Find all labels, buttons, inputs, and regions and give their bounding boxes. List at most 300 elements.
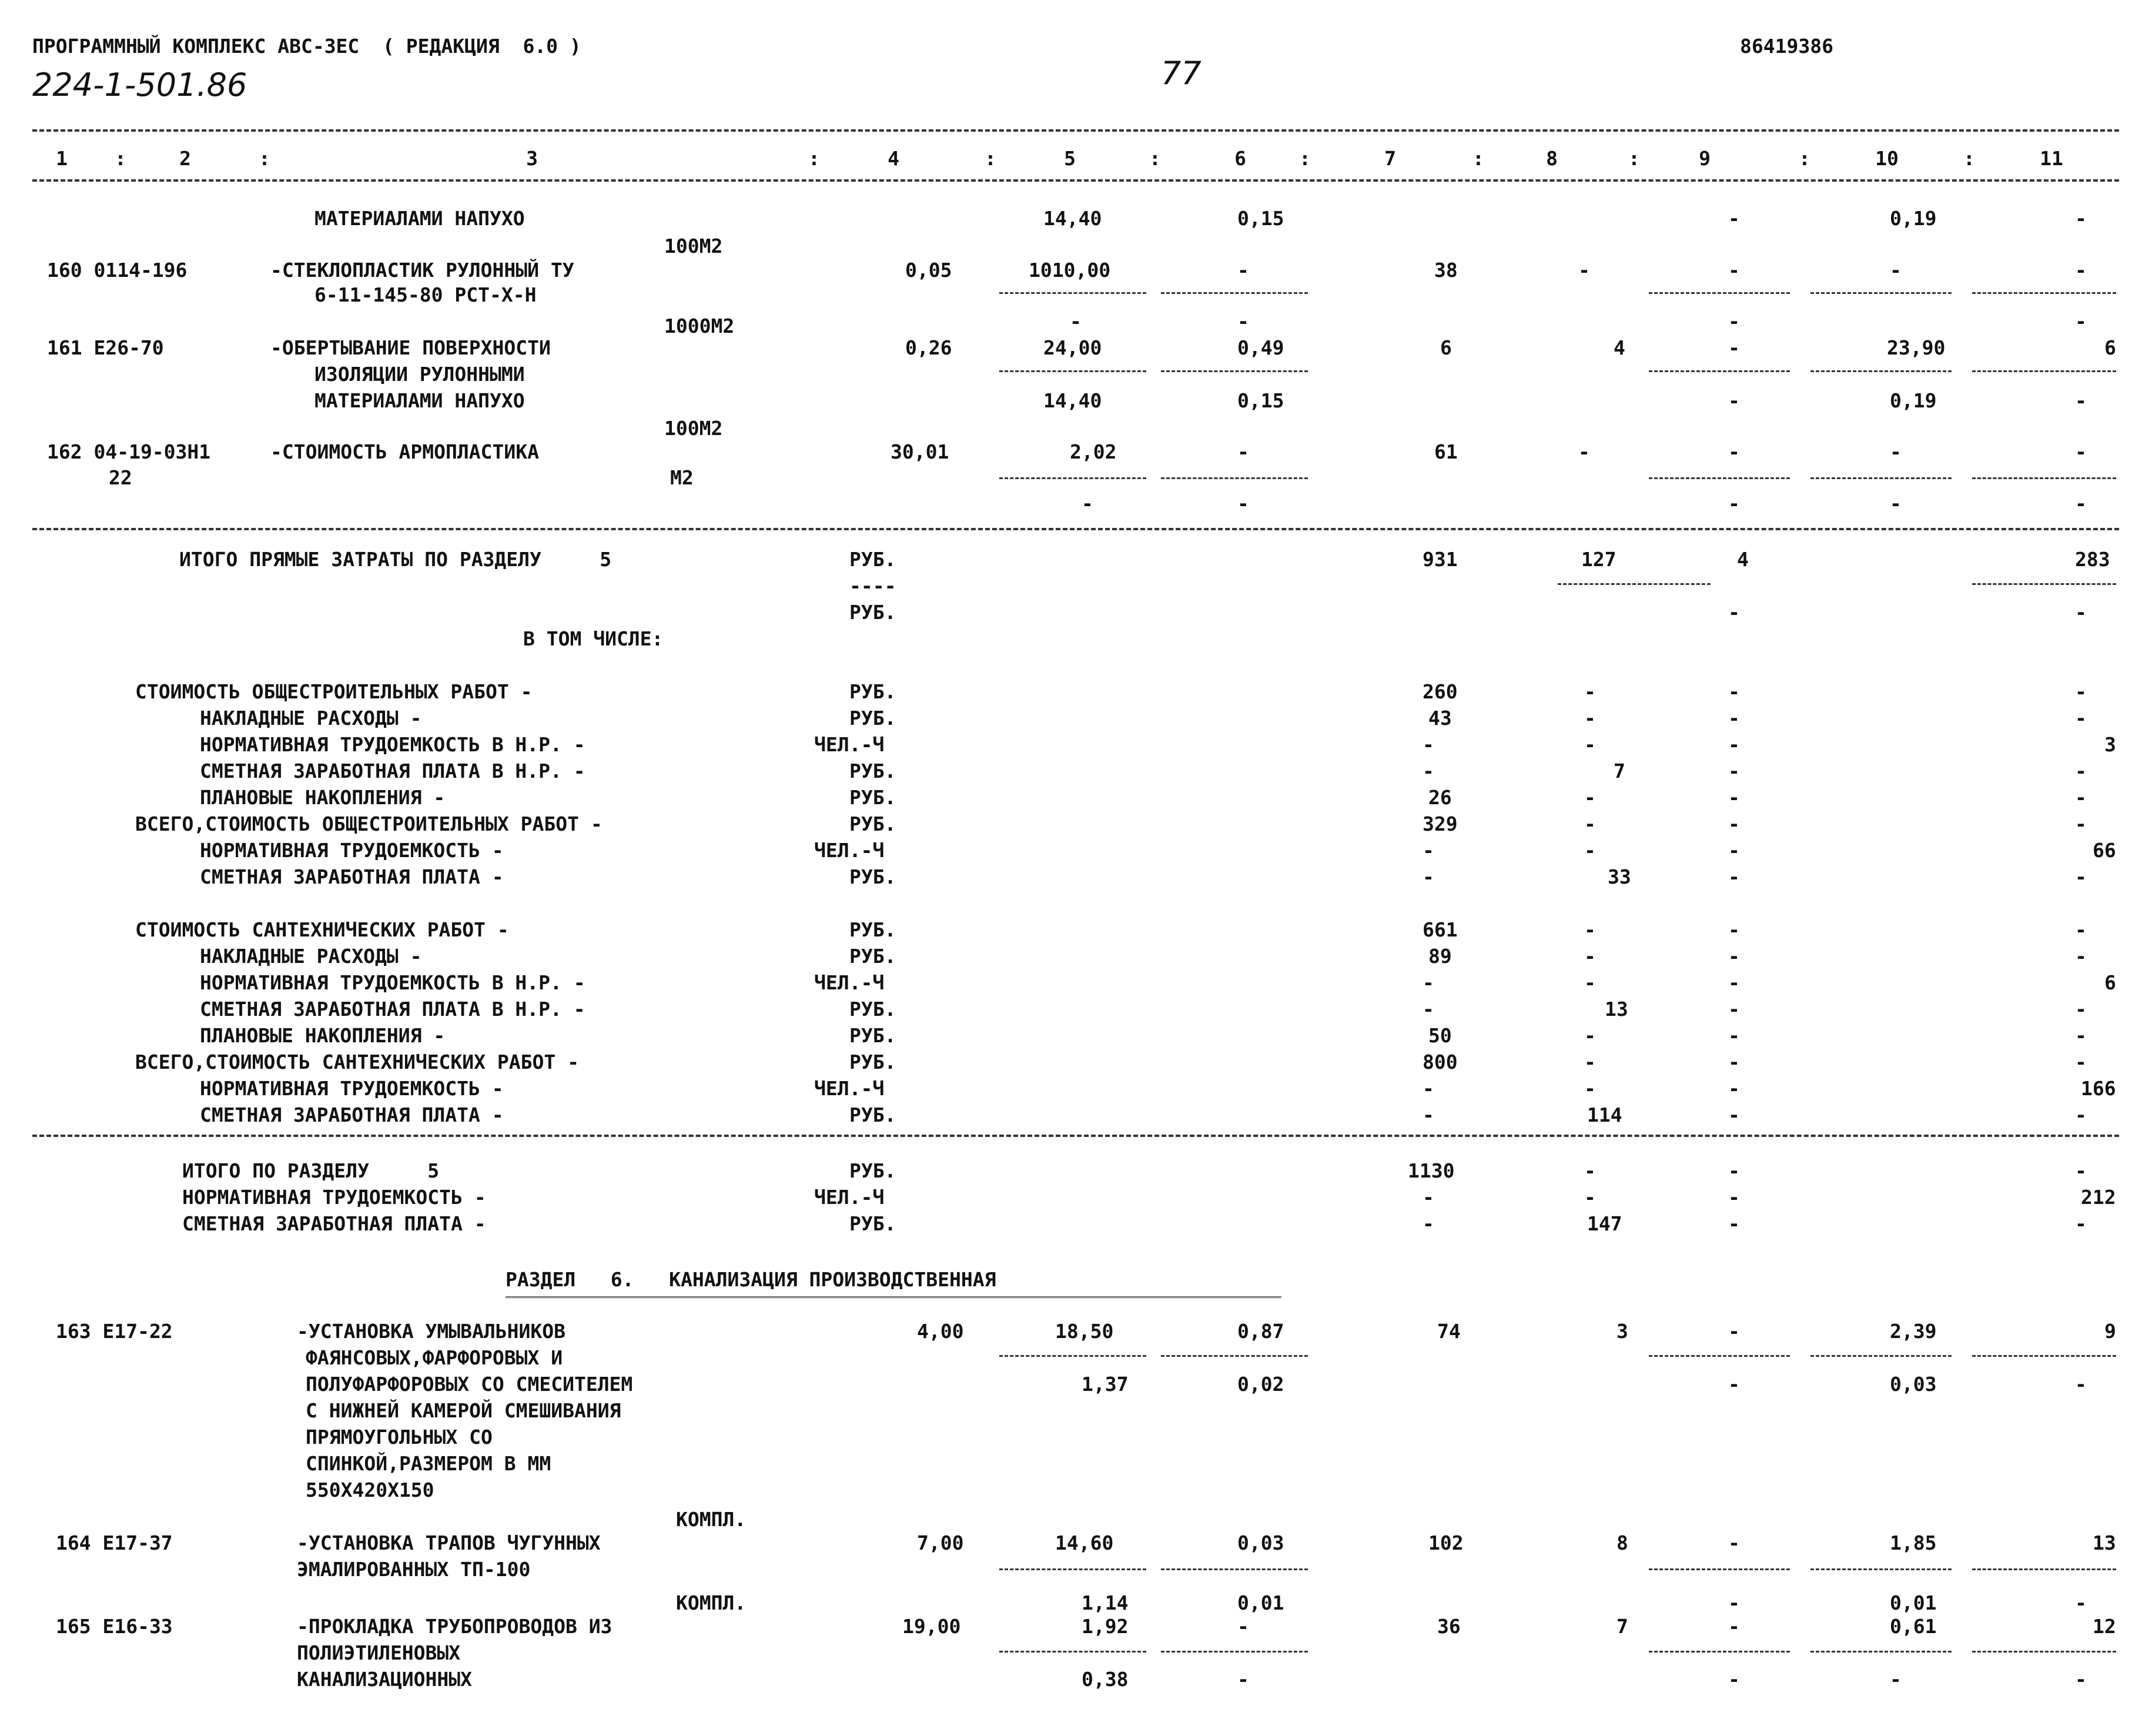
table-cell: ПОЛУФАРФОРОВЫХ СО СМЕСИТЕЛЕМ bbox=[306, 1373, 633, 1396]
table-cell: -УСТАНОВКА УМЫВАЛЬНИКОВ bbox=[297, 1320, 565, 1343]
table-top-rule bbox=[32, 129, 2119, 132]
table-cell: - bbox=[1423, 1186, 1434, 1209]
subtotal-dash bbox=[999, 1355, 1146, 1357]
table-cell: - bbox=[1728, 1615, 1740, 1638]
program-title: ПРОГРАММНЫЙ КОМПЛЕКС АВС-ЗЕС ( РЕДАКЦИЯ 6.0 ) bbox=[32, 35, 581, 58]
table-cell: РАЗДЕЛ 6. КАНАЛИЗАЦИЯ ПРОИЗВОДСТВЕННАЯ bbox=[506, 1268, 996, 1291]
table-cell: 0,87 bbox=[1237, 1320, 1284, 1343]
table-cell: 1130 bbox=[1408, 1159, 1455, 1182]
table-cell: - bbox=[1728, 839, 1740, 862]
table-cell: ПРЯМОУГОЛЬНЫХ СО bbox=[306, 1426, 493, 1449]
table-cell: 14,40 bbox=[1043, 389, 1102, 412]
table-cell: 100М2 bbox=[664, 235, 723, 257]
table-cell: МАТЕРИАЛАМИ НАПУХО bbox=[314, 207, 525, 230]
table-cell: 100М2 bbox=[664, 417, 723, 440]
table-cell: - bbox=[1728, 680, 1740, 703]
table-cell: 43 bbox=[1428, 707, 1452, 730]
table-cell: СТОИМОСТЬ САНТЕХНИЧЕСКИХ РАБОТ - bbox=[135, 918, 509, 941]
table-cell: СПИНКОЙ,РАЗМЕРОМ В ММ bbox=[306, 1452, 551, 1475]
col-header-7: 7 bbox=[1384, 147, 1396, 170]
table-cell: - bbox=[1584, 1186, 1596, 1209]
table-cell: - bbox=[1423, 1103, 1434, 1126]
table-cell: ЭМАЛИРОВАННЫХ ТП-100 bbox=[297, 1558, 531, 1581]
table-cell: - bbox=[1728, 1320, 1740, 1343]
table-cell: - bbox=[1728, 998, 1740, 1021]
table-cell: 9 bbox=[2104, 1320, 2116, 1343]
table-cell: -ПРОКЛАДКА ТРУБОПРОВОДОВ ИЗ bbox=[297, 1615, 613, 1638]
table-cell: 6 bbox=[2104, 336, 2116, 359]
table-cell: - bbox=[2075, 680, 2087, 703]
table-cell: ВСЕГО,СТОИМОСТЬ САНТЕХНИЧЕСКИХ РАБОТ - bbox=[135, 1051, 579, 1073]
table-cell: ВСЕГО,СТОИМОСТЬ ОБЩЕСТРОИТЕЛЬНЫХ РАБОТ - bbox=[135, 812, 603, 835]
table-cell: НОРМАТИВНАЯ ТРУДОЕМКОСТЬ В Н.Р. - bbox=[200, 733, 585, 756]
table-cell: ЧЕЛ.-Ч bbox=[814, 971, 885, 994]
col-sep: : bbox=[1299, 147, 1311, 170]
table-cell: 7 bbox=[1614, 760, 1625, 782]
table-cell: - bbox=[2075, 812, 2087, 835]
table-cell: ЧЕЛ.-Ч bbox=[814, 839, 885, 862]
table-cell: НОРМАТИВНАЯ ТРУДОЕМКОСТЬ - bbox=[200, 1077, 504, 1100]
table-cell: - bbox=[1728, 1668, 1740, 1691]
table-cell: - bbox=[1728, 707, 1740, 730]
col-header-5: 5 bbox=[1064, 147, 1076, 170]
table-cell: 260 bbox=[1423, 680, 1458, 703]
col-sep: : bbox=[985, 147, 996, 170]
table-cell: - bbox=[2075, 1103, 2087, 1126]
col-sep: : bbox=[808, 147, 820, 170]
table-cell: -СТОИМОСТЬ АРМОПЛАСТИКА bbox=[270, 440, 539, 463]
col-header-8: 8 bbox=[1546, 147, 1558, 170]
table-cell: 165 Е16-33 bbox=[56, 1615, 173, 1638]
table-cell: - bbox=[1584, 971, 1596, 994]
table-cell: - bbox=[1890, 1668, 1902, 1691]
table-cell: 66 bbox=[2093, 839, 2116, 862]
table-cell: - bbox=[2075, 440, 2087, 463]
table-cell: 4 bbox=[1614, 336, 1625, 359]
table-cell: - bbox=[1237, 1615, 1249, 1638]
table-cell: РУБ. bbox=[849, 548, 896, 571]
table-cell: 7,00 bbox=[917, 1531, 964, 1554]
table-cell: - bbox=[1728, 1077, 1740, 1100]
subtotal-dash bbox=[999, 292, 1146, 294]
table-cell: - bbox=[1728, 1591, 1740, 1614]
table-cell: 1,92 bbox=[1082, 1615, 1129, 1638]
table-cell: РУБ. bbox=[849, 1159, 896, 1182]
table-cell: НАКЛАДНЫЕ РАСХОДЫ - bbox=[200, 945, 422, 968]
subtotal-dash bbox=[1972, 1651, 2116, 1653]
document-id: 86419386 bbox=[1740, 35, 1833, 58]
table-cell: С НИЖНЕЙ КАМЕРОЙ СМЕШИВАНИЯ bbox=[306, 1399, 621, 1422]
table-cell: - bbox=[1584, 839, 1596, 862]
subtotal-dash bbox=[1649, 292, 1790, 294]
col-header-10: 10 bbox=[1875, 147, 1899, 170]
document-code: 224-1-501.86 bbox=[32, 66, 247, 103]
table-cell: - bbox=[2075, 1373, 2087, 1396]
table-cell: 22 bbox=[109, 466, 132, 489]
col-header-11: 11 bbox=[2040, 147, 2063, 170]
table-cell: - bbox=[1584, 1159, 1596, 1182]
table-cell: ЧЕЛ.-Ч bbox=[814, 1077, 885, 1100]
table-cell: 12 bbox=[2093, 1615, 2116, 1638]
table-cell: - bbox=[1728, 310, 1740, 333]
col-sep: : bbox=[1149, 147, 1161, 170]
table-cell: - bbox=[1237, 492, 1249, 515]
table-cell: 127 bbox=[1581, 548, 1616, 571]
table-cell: - bbox=[1578, 440, 1590, 463]
table-cell: 3 bbox=[2104, 733, 2116, 756]
table-cell: 50 bbox=[1428, 1024, 1452, 1047]
table-cell: - bbox=[2075, 207, 2087, 230]
table-cell: ПЛАНОВЫЕ НАКОПЛЕНИЯ - bbox=[200, 1024, 446, 1047]
subtotal-dash bbox=[1810, 370, 1952, 372]
subtotal-dash bbox=[1810, 477, 1952, 479]
table-cell: 147 bbox=[1587, 1212, 1622, 1235]
table-cell: СМЕТНАЯ ЗАРАБОТНАЯ ПЛАТА - bbox=[200, 1103, 504, 1126]
table-cell: 0,03 bbox=[1890, 1373, 1937, 1396]
table-cell: - bbox=[1728, 760, 1740, 782]
subtotal-dash bbox=[1972, 370, 2116, 372]
subtotal-dash bbox=[1972, 477, 2116, 479]
subtotal-dash bbox=[1810, 1568, 1952, 1570]
col-header-9: 9 bbox=[1699, 147, 1711, 170]
table-cell: ИЗОЛЯЦИИ РУЛОННЫМИ bbox=[314, 363, 525, 386]
col-sep: : bbox=[1963, 147, 1975, 170]
subtotal-dash bbox=[1161, 477, 1308, 479]
table-cell: 931 bbox=[1423, 548, 1458, 571]
table-cell: - bbox=[1584, 733, 1596, 756]
table-cell: - bbox=[1584, 707, 1596, 730]
table-cell: РУБ. bbox=[849, 945, 896, 968]
table-cell: РУБ. bbox=[849, 812, 896, 835]
table-cell: 329 bbox=[1423, 812, 1458, 835]
table-cell: 2,39 bbox=[1890, 1320, 1937, 1343]
page-number: 77 bbox=[1161, 55, 1201, 92]
subtotal-dash bbox=[1161, 1355, 1308, 1357]
subtotal-dash bbox=[1161, 1651, 1308, 1653]
col-sep: : bbox=[259, 147, 270, 170]
subtotal-dash bbox=[1810, 1355, 1952, 1357]
subtotal-dash bbox=[1810, 1651, 1952, 1653]
table-cell: - bbox=[1584, 945, 1596, 968]
table-cell: РУБ. bbox=[849, 998, 896, 1021]
table-cell: 160 0114-196 bbox=[47, 259, 188, 282]
table-cell: - bbox=[1584, 680, 1596, 703]
table-cell: - bbox=[2075, 259, 2087, 282]
table-cell: - bbox=[1728, 1373, 1740, 1396]
table-cell: 6 bbox=[1440, 336, 1452, 359]
col-sep: : bbox=[115, 147, 126, 170]
table-cell: РУБ. bbox=[849, 1103, 896, 1126]
table-cell: СТОИМОСТЬ ОБЩЕСТРОИТЕЛЬНЫХ РАБОТ - bbox=[135, 680, 533, 703]
table-cell: 36 bbox=[1437, 1615, 1461, 1638]
table-cell: 164 Е17-37 bbox=[56, 1531, 173, 1554]
table-cell: 2,02 bbox=[1070, 440, 1117, 463]
table-cell: РУБ. bbox=[849, 786, 896, 809]
table-cell: 0,38 bbox=[1082, 1668, 1129, 1691]
table-cell: РУБ. bbox=[849, 707, 896, 730]
table-cell: - bbox=[2075, 786, 2087, 809]
subtotal-dash bbox=[1972, 1355, 2116, 1357]
table-cell: - bbox=[1728, 918, 1740, 941]
table-cell: СМЕТНАЯ ЗАРАБОТНАЯ ПЛАТА В Н.Р. - bbox=[200, 760, 585, 782]
table-cell: НОРМАТИВНАЯ ТРУДОЕМКОСТЬ - bbox=[182, 1186, 486, 1209]
table-cell: - bbox=[1728, 492, 1740, 515]
table-cell: СМЕТНАЯ ЗАРАБОТНАЯ ПЛАТА - bbox=[200, 865, 504, 888]
table-cell: - bbox=[1728, 259, 1740, 282]
table-cell: 162 04-19-03Н1 bbox=[47, 440, 211, 463]
table-header-rule bbox=[32, 179, 2119, 182]
table-cell: - bbox=[2075, 1591, 2087, 1614]
table-cell: 102 bbox=[1428, 1531, 1464, 1554]
table-cell: 0,19 bbox=[1890, 207, 1937, 230]
subtotal-dash bbox=[1649, 1651, 1790, 1653]
table-cell: - bbox=[1237, 1668, 1249, 1691]
table-cell: 0,02 bbox=[1237, 1373, 1284, 1396]
table-cell: 1,14 bbox=[1082, 1591, 1129, 1614]
subtotal-dash bbox=[1649, 1568, 1790, 1570]
table-cell: 800 bbox=[1423, 1051, 1458, 1073]
table-cell: РУБ. bbox=[849, 1024, 896, 1047]
table-cell: 19,00 bbox=[902, 1615, 961, 1638]
table-cell: - bbox=[1728, 1051, 1740, 1073]
table-cell: 61 bbox=[1434, 440, 1458, 463]
col-header-3: 3 bbox=[526, 147, 538, 170]
table-cell: 89 bbox=[1428, 945, 1452, 968]
table-cell: ---- bbox=[849, 574, 896, 597]
table-cell: - bbox=[2075, 865, 2087, 888]
col-sep: : bbox=[1472, 147, 1484, 170]
table-cell: - bbox=[1728, 1159, 1740, 1182]
table-cell: - bbox=[2075, 1159, 2087, 1182]
col-header-4: 4 bbox=[888, 147, 899, 170]
subtotal-dash bbox=[1972, 583, 2116, 585]
table-cell: В ТОМ ЧИСЛЕ: bbox=[523, 627, 664, 650]
table-cell: -СТЕКЛОПЛАСТИК РУЛОННЫЙ ТУ bbox=[270, 259, 574, 282]
table-cell: - bbox=[1728, 336, 1740, 359]
table-cell: - bbox=[1578, 259, 1590, 282]
table-cell: - bbox=[1584, 786, 1596, 809]
table-cell: 13 bbox=[2093, 1531, 2116, 1554]
table-cell: - bbox=[2075, 998, 2087, 1021]
table-cell: - bbox=[1728, 207, 1740, 230]
section-rule bbox=[32, 528, 2119, 530]
subtotal-dash bbox=[1649, 370, 1790, 372]
table-cell: 0,03 bbox=[1237, 1531, 1284, 1554]
table-cell: 0,49 bbox=[1237, 336, 1284, 359]
table-cell: - bbox=[1584, 1051, 1596, 1073]
table-cell: - bbox=[1728, 733, 1740, 756]
table-cell: 24,00 bbox=[1043, 336, 1102, 359]
table-cell: 1,85 bbox=[1890, 1531, 1937, 1554]
table-cell: -УСТАНОВКА ТРАПОВ ЧУГУННЫХ bbox=[297, 1531, 601, 1554]
table-cell: 0,15 bbox=[1237, 207, 1284, 230]
table-cell: - bbox=[1423, 1212, 1434, 1235]
table-cell: 163 Е17-22 bbox=[56, 1320, 173, 1343]
table-cell: - bbox=[1728, 1103, 1740, 1126]
table-cell: 0,01 bbox=[1890, 1591, 1937, 1614]
subtotal-dash bbox=[1810, 292, 1952, 294]
subtotal-dash bbox=[1649, 1355, 1790, 1357]
table-cell: КАНАЛИЗАЦИОННЫХ bbox=[297, 1668, 473, 1691]
table-cell: - bbox=[1584, 812, 1596, 835]
table-cell: - bbox=[1423, 1077, 1434, 1100]
table-cell: -ОБЕРТЫВАНИЕ ПОВЕРХНОСТИ bbox=[270, 336, 551, 359]
table-cell: РУБ. bbox=[849, 1212, 896, 1235]
table-cell: 114 bbox=[1587, 1103, 1622, 1126]
table-cell: 0,01 bbox=[1237, 1591, 1284, 1614]
table-cell: 0,19 bbox=[1890, 389, 1937, 412]
table-cell: - bbox=[2075, 1051, 2087, 1073]
table-cell: НОРМАТИВНАЯ ТРУДОЕМКОСТЬ - bbox=[200, 839, 504, 862]
table-cell: 166 bbox=[2081, 1077, 2116, 1100]
table-cell: 550Х420Х150 bbox=[306, 1479, 434, 1501]
table-cell: - bbox=[1728, 1531, 1740, 1554]
table-cell: - bbox=[1584, 918, 1596, 941]
table-cell: - bbox=[2075, 1668, 2087, 1691]
table-cell: РУБ. bbox=[849, 760, 896, 782]
table-cell: 38 bbox=[1434, 259, 1458, 282]
table-cell: 161 Е26-70 bbox=[47, 336, 164, 359]
table-cell: - bbox=[1728, 1212, 1740, 1235]
table-cell: 26 bbox=[1428, 786, 1452, 809]
table-cell: 4,00 bbox=[917, 1320, 964, 1343]
table-cell: - bbox=[1584, 1077, 1596, 1100]
table-cell: - bbox=[1423, 733, 1434, 756]
table-cell: СМЕТНАЯ ЗАРАБОТНАЯ ПЛАТА В Н.Р. - bbox=[200, 998, 585, 1021]
table-cell: ФАЯНСОВЫХ,ФАРФОРОВЫХ И bbox=[306, 1346, 563, 1369]
table-cell: 74 bbox=[1437, 1320, 1461, 1343]
col-header-2: 2 bbox=[179, 147, 191, 170]
table-cell: ИТОГО ПО РАЗДЕЛУ 5 bbox=[182, 1159, 440, 1182]
table-cell: РУБ. bbox=[849, 1051, 896, 1073]
table-cell: ЧЕЛ.-Ч bbox=[814, 733, 885, 756]
table-cell: 212 bbox=[2081, 1186, 2116, 1209]
table-cell: - bbox=[1728, 601, 1740, 624]
table-cell: 283 bbox=[2075, 548, 2110, 571]
table-cell: РУБ. bbox=[849, 918, 896, 941]
table-cell: 3 bbox=[1616, 1320, 1628, 1343]
table-cell: 8 bbox=[1616, 1531, 1628, 1554]
table-cell: - bbox=[2075, 918, 2087, 941]
table-cell: - bbox=[2075, 760, 2087, 782]
table-cell: - bbox=[1728, 440, 1740, 463]
table-cell: РУБ. bbox=[849, 865, 896, 888]
subtotal-dash bbox=[999, 477, 1146, 479]
table-cell: - bbox=[1082, 492, 1093, 515]
subtotal-dash bbox=[1161, 292, 1308, 294]
subtotal-dash bbox=[999, 1568, 1146, 1570]
col-sep: : bbox=[1628, 147, 1640, 170]
table-cell: 33 bbox=[1608, 865, 1631, 888]
table-cell: СМЕТНАЯ ЗАРАБОТНАЯ ПЛАТА - bbox=[182, 1212, 486, 1235]
table-cell: - bbox=[1728, 786, 1740, 809]
table-cell: ИТОГО ПРЯМЫЕ ЗАТРАТЫ ПО РАЗДЕЛУ 5 bbox=[179, 548, 612, 571]
table-cell: - bbox=[2075, 945, 2087, 968]
section-rule bbox=[32, 1135, 2119, 1137]
table-cell: - bbox=[2075, 707, 2087, 730]
subtotal-dash bbox=[999, 1651, 1146, 1653]
table-cell: 0,15 bbox=[1237, 389, 1284, 412]
table-cell: 6 bbox=[2104, 971, 2116, 994]
table-cell: 1000М2 bbox=[664, 315, 735, 337]
table-cell: - bbox=[1728, 971, 1740, 994]
table-cell: ПЛАНОВЫЕ НАКОПЛЕНИЯ - bbox=[200, 786, 446, 809]
table-cell: - bbox=[2075, 1024, 2087, 1047]
table-cell: - bbox=[1890, 492, 1902, 515]
section-title-underline bbox=[506, 1296, 1281, 1298]
table-cell: - bbox=[1423, 971, 1434, 994]
table-cell: 23,90 bbox=[1887, 336, 1946, 359]
table-cell: - bbox=[2075, 310, 2087, 333]
table-cell: - bbox=[1237, 259, 1249, 282]
table-cell: 661 bbox=[1423, 918, 1458, 941]
table-cell: - bbox=[1728, 865, 1740, 888]
subtotal-dash bbox=[1161, 1568, 1308, 1570]
table-cell: 13 bbox=[1605, 998, 1628, 1021]
table-cell: 0,61 bbox=[1890, 1615, 1937, 1638]
table-cell: ЧЕЛ.-Ч bbox=[814, 1186, 885, 1209]
table-cell: - bbox=[1423, 760, 1434, 782]
table-cell: - bbox=[1890, 259, 1902, 282]
table-cell: МАТЕРИАЛАМИ НАПУХО bbox=[314, 389, 525, 412]
table-cell: - bbox=[2075, 601, 2087, 624]
table-cell: КОМПЛ. bbox=[676, 1508, 747, 1531]
table-cell: 14,40 bbox=[1043, 207, 1102, 230]
table-cell: М2 bbox=[670, 466, 694, 489]
table-cell: - bbox=[1728, 389, 1740, 412]
table-cell: НАКЛАДНЫЕ РАСХОДЫ - bbox=[200, 707, 422, 730]
table-cell: 14,60 bbox=[1055, 1531, 1114, 1554]
table-cell: 4 bbox=[1737, 548, 1749, 571]
subtotal-dash bbox=[1649, 477, 1790, 479]
table-cell: - bbox=[2075, 492, 2087, 515]
subtotal-dash bbox=[1161, 370, 1308, 372]
table-cell: - bbox=[1237, 440, 1249, 463]
col-header-1: 1 bbox=[56, 147, 68, 170]
table-cell: 1,37 bbox=[1082, 1373, 1129, 1396]
table-cell: РУБ. bbox=[849, 601, 896, 624]
table-cell: - bbox=[1728, 812, 1740, 835]
table-cell: 30,01 bbox=[891, 440, 949, 463]
table-cell: - bbox=[1423, 839, 1434, 862]
table-cell: 6-11-145-80 РСТ-Х-Н bbox=[314, 283, 537, 306]
col-sep: : bbox=[1799, 147, 1810, 170]
table-cell: - bbox=[1728, 1186, 1740, 1209]
table-cell: - bbox=[1728, 1024, 1740, 1047]
table-cell: НОРМАТИВНАЯ ТРУДОЕМКОСТЬ В Н.Р. - bbox=[200, 971, 585, 994]
subtotal-dash bbox=[1558, 583, 1711, 585]
table-cell: - bbox=[1423, 998, 1434, 1021]
table-cell: РУБ. bbox=[849, 680, 896, 703]
table-cell: 0,26 bbox=[905, 336, 952, 359]
table-cell: КОМПЛ. bbox=[676, 1591, 747, 1614]
table-cell: - bbox=[1890, 440, 1902, 463]
table-cell: ПОЛИЭТИЛЕНОВЫХ bbox=[297, 1641, 461, 1664]
table-cell: 7 bbox=[1616, 1615, 1628, 1638]
table-cell: - bbox=[2075, 1212, 2087, 1235]
table-cell: 0,05 bbox=[905, 259, 952, 282]
subtotal-dash bbox=[999, 370, 1146, 372]
subtotal-dash bbox=[1972, 1568, 2116, 1570]
table-cell: 18,50 bbox=[1055, 1320, 1114, 1343]
table-cell: - bbox=[1584, 1024, 1596, 1047]
table-cell: - bbox=[1728, 945, 1740, 968]
table-cell: - bbox=[1070, 310, 1082, 333]
table-cell: - bbox=[1237, 310, 1249, 333]
table-cell: 1010,00 bbox=[1029, 259, 1111, 282]
table-cell: - bbox=[2075, 389, 2087, 412]
table-cell: - bbox=[1423, 865, 1434, 888]
